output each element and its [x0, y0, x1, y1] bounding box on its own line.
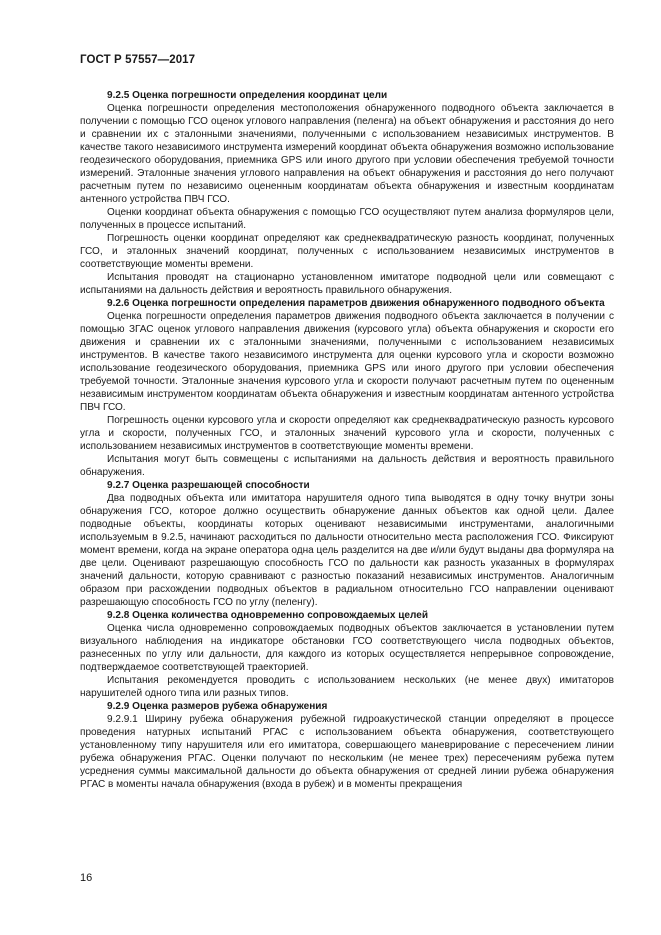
section-heading: 9.2.5 Оценка погрешности определения координат цели — [107, 90, 388, 101]
section-heading: 9.2.9 Оценка размеров рубежа обнаружения — [107, 701, 328, 712]
document-body — [80, 89, 614, 791]
paragraph: Оценки координат объекта обнаружения с помощью ГСО осуществляют путем анализа формуляров цели, полученных в процессе испытаний. — [80, 207, 614, 231]
section-heading: 9.2.8 Оценка количества одновременно сопровождаемых целей — [107, 610, 429, 621]
paragraph: Погрешность оценки курсового угла и скорости определяют как среднеквадратическую разность курсового угла и скорости, полученных ГСО, и эталонных значений курсового угла и скорости, полученных с использованием независимых инструментов в соответствующие моменты времени. — [80, 415, 614, 452]
paragraph: Оценка числа одновременно сопровождаемых подводных объектов заключается в установлении путем визуального наблюдения на индикаторе обстановки ГСО соответствующего числа подводных объектов, разнесенных по углу или дальности, для каждого из которых осуществляется непрерывное сопровождение, подтверждаемое соответствующей траекторией. — [80, 623, 614, 673]
document-code: ГОСТ Р 57557—2017 — [80, 54, 196, 66]
section-9-2-5 — [80, 89, 614, 297]
section-9-2-9 — [80, 700, 614, 791]
section-9-2-6 — [80, 297, 614, 479]
paragraph: 9.2.9.1 Ширину рубежа обнаружения рубежной гидроакустической станции определяют в процессе проведения натурных испытаний РГАС с использованием объекта обнаружения, соответствующего установленному типу нарушителя или его имитатора, совершающего маневрирование с пересечением линии рубежа обнаружения РГАС. Оценки получают по нескольким (не менее трех) пересечениям рубежа путем усреднения суммы максимальной дальности до объекта обнаружения от средней линии рубежа обнаружения РГАС в моменты начала обнаружения (входа в рубеж) и в моменты прекращения — [80, 714, 614, 790]
paragraph: Испытания проводят на стационарно установленном имитаторе подводной цели или совмещают с испытаниями на дальность действия и вероятность правильного обнаружения. — [80, 272, 614, 296]
section-9-2-8 — [80, 609, 614, 700]
paragraph: Испытания рекомендуется проводить с использованием нескольких (не менее двух) имитаторов нарушителей одного типа или разных типов. — [80, 675, 614, 699]
section-9-2-7 — [80, 479, 614, 609]
paragraph: Оценка погрешности определения местоположения обнаруженного подводного объекта заключается в получении с помощью ГСО оценок углового направления (пеленга) на объект обнаружения и расстояния до него и сравнении их с эталонными значениями, полученными с использованием независимых инструментов. В качестве такого независимого инструмента измерений координат объекта обнаружения возможно использование геодезического оборудования, приемника GPS или иного другого при условии обеспечения требуемой точности измерений. Эталонные значения углового направления на объект обнаружения и расстояния до него получают расчетным путем по независимо оцененным координатам объекта обнаружения и известным координатам антенного устройства ПВЧ ГСО. — [80, 103, 614, 205]
paragraph: Два подводных объекта или имитатора нарушителя одного типа выводятся в одну точку внутри зоны обнаружения ГСО, которое должно осуществить обнаружение данных объектов как одной цели. Далее подводные объекты, координаты которых оценивают независимыми инструментами, аналогичными используемым в 9.2.5, начинают расходиться по дальности относительно места расположения ГСО. Фиксируют момент времени, когда на экране оператора одна цель разделится на две и/или будут выданы два формуляра на две цели. Оценивают разрешающую способность ГСО по дальности как разность указанных в формулярах значений дальности, которую сравнивают с разностью показаний независимых инструментов. Аналогичным образом при расхождении подводных объектов в радиальном относительно ГСО направлении оценивают разрешающую способность ГСО по углу (пеленгу). — [80, 493, 614, 608]
paragraph: Оценка погрешности определения параметров движения подводного объекта заключается в получении с помощью ЗГАС оценок углового направления движения (курсового угла) объекта обнаружения и скорости его движения и сравнении их с эталонными значениями, полученными с использованием независимых инструментов. В качестве такого независимого инструмента для оценки курсового угла и скорости возможно использование геодезического оборудования, приемника GPS или иного другого при условии обеспечения требуемой точности. Эталонные значения курсового угла и скорости получают расчетным путем по оцененным независимым инструментом координатам объекта обнаружения и известным координатам антенного устройства ПВЧ ГСО. — [80, 311, 614, 413]
section-heading: 9.2.6 Оценка погрешности определения параметров движения обнаруженного подводного объекта — [107, 298, 605, 309]
paragraph: Погрешность оценки координат определяют как среднеквадратическую разность координат, полученных ГСО, и эталонных значений координат, полученных с использованием независимых инструментов в соответствующие моменты времени. — [80, 233, 614, 270]
paragraph: Испытания могут быть совмещены с испытаниями на дальность действия и вероятность правильного обнаружения. — [80, 454, 614, 478]
section-heading: 9.2.7 Оценка разрешающей способности — [107, 480, 310, 491]
page-number: 16 — [80, 872, 93, 884]
